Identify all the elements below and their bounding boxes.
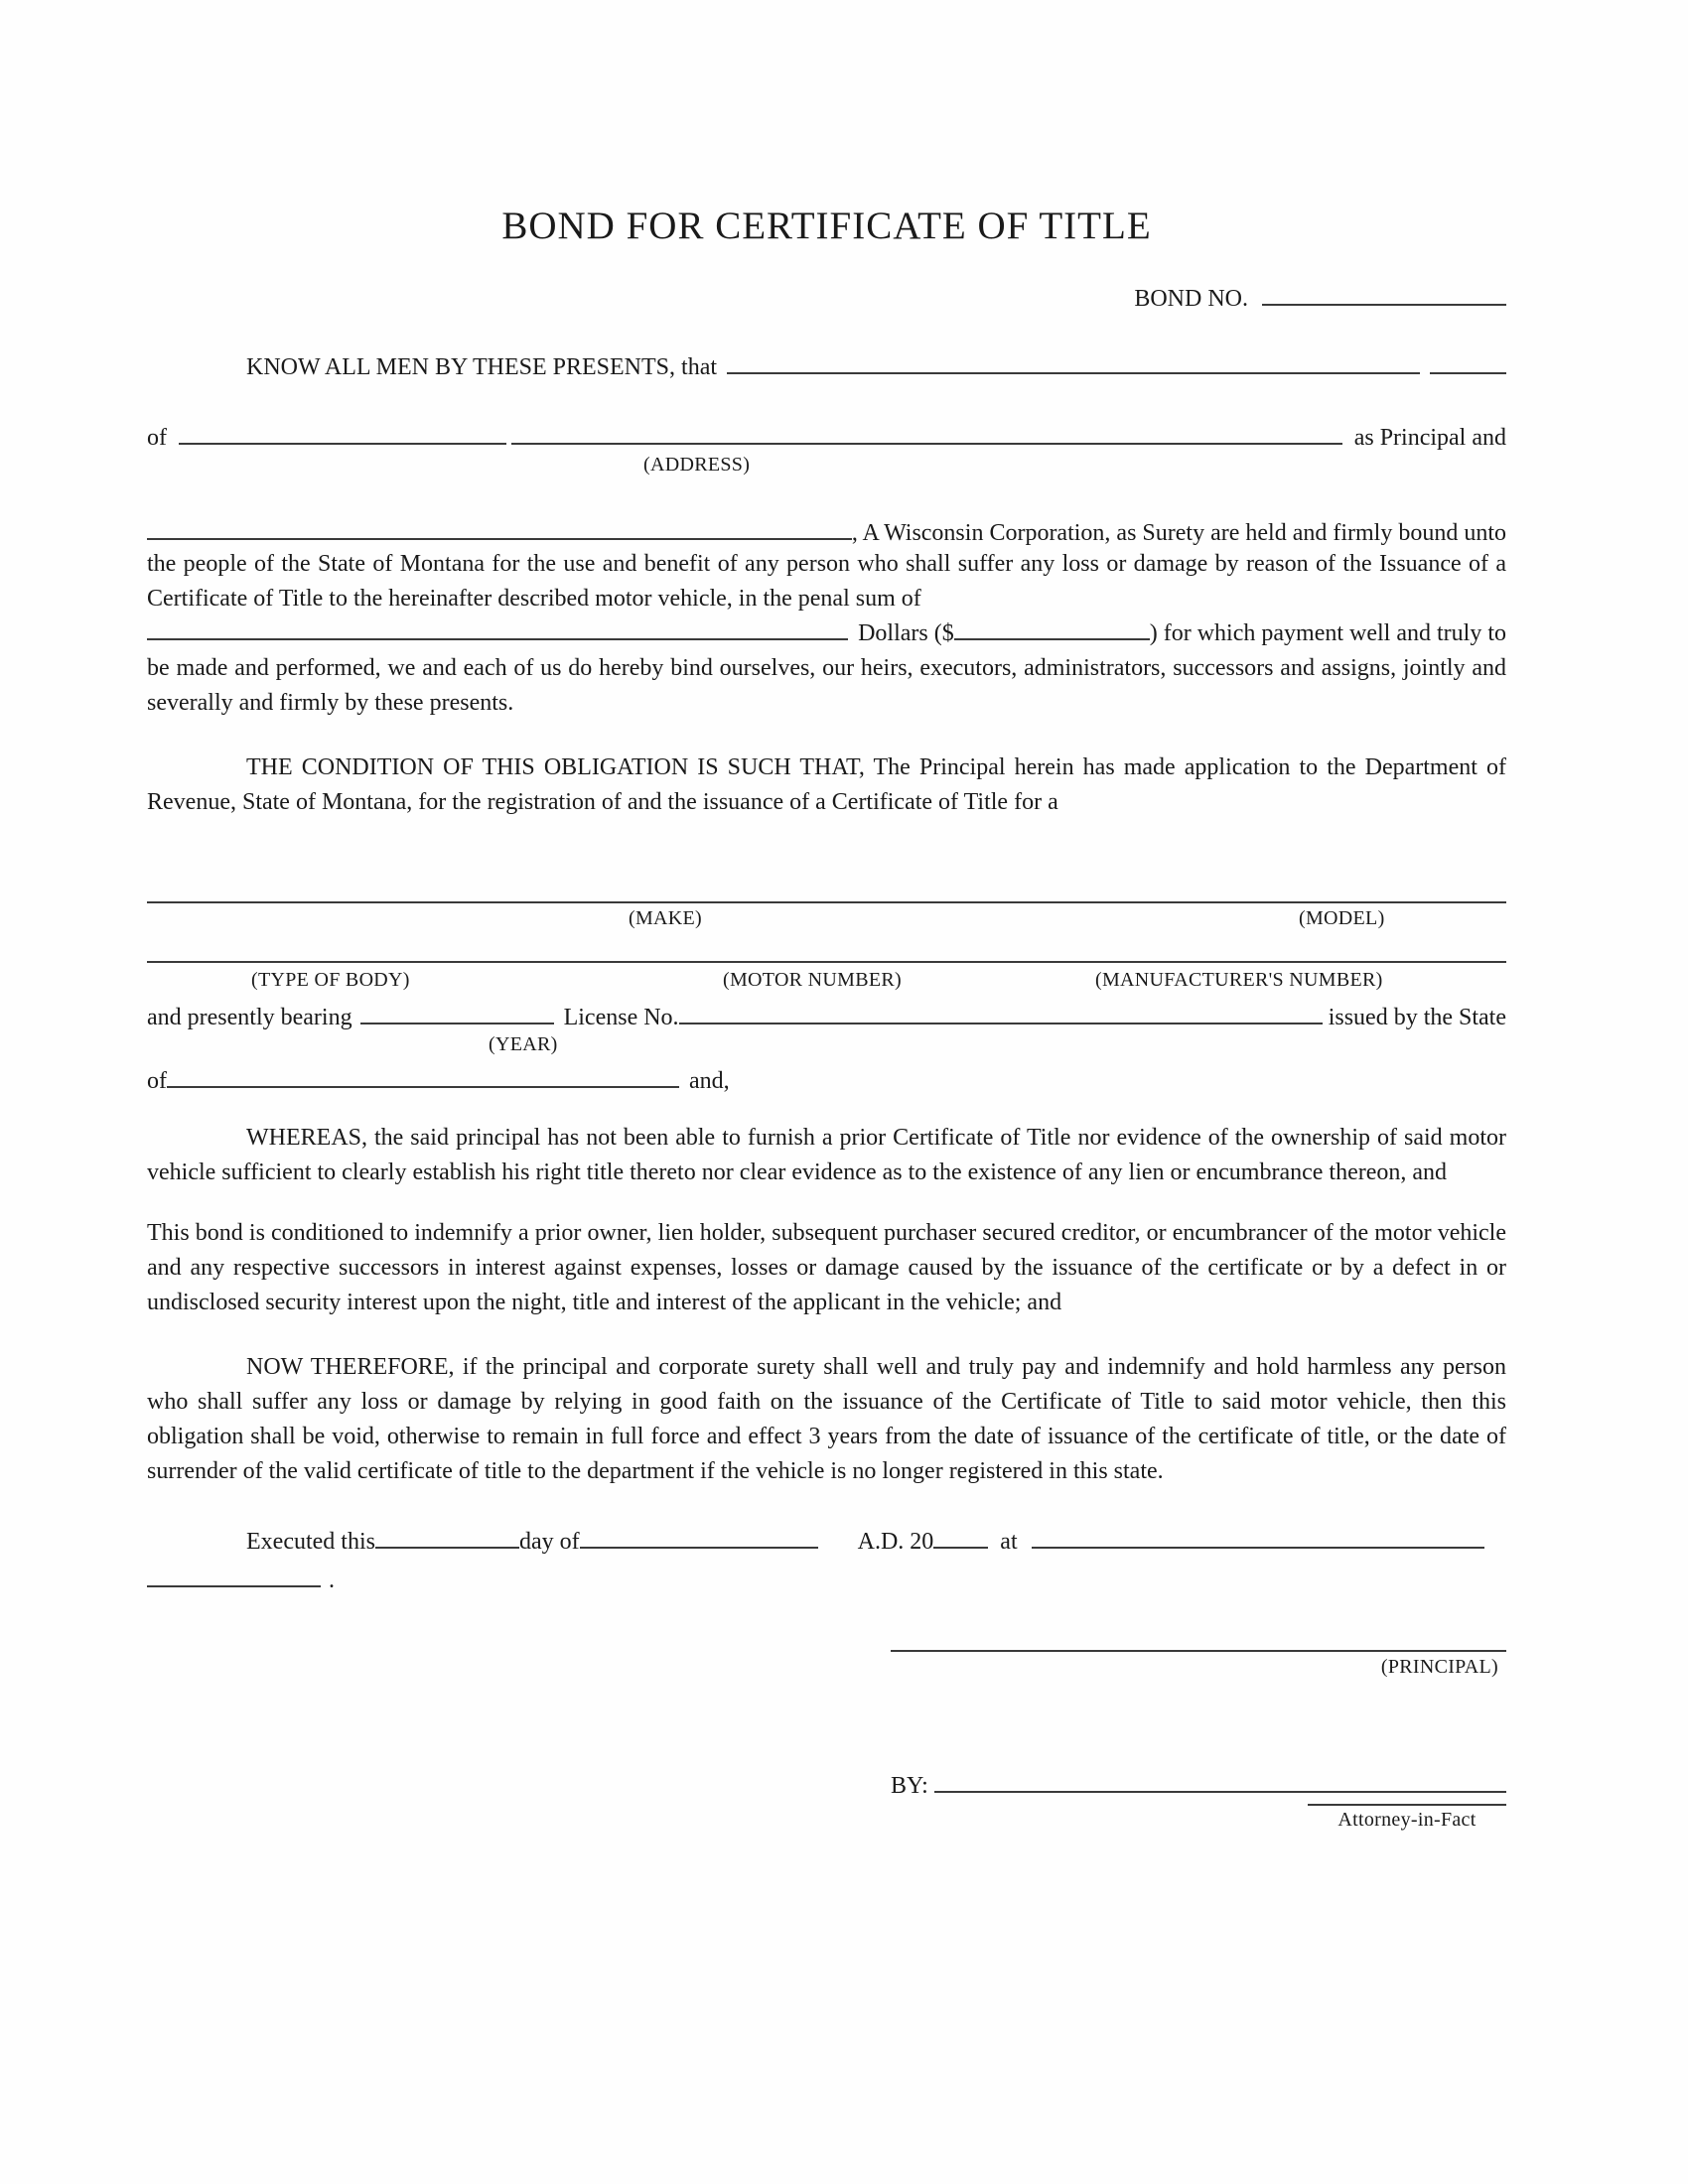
of-label-2: of — [147, 1068, 167, 1094]
issued-by-text: issued by the State — [1328, 1005, 1506, 1030]
period-text: . — [329, 1568, 335, 1593]
presently-bearing-text: and presently bearing — [147, 1005, 352, 1030]
place-blank — [1032, 1537, 1484, 1549]
executed-continuation-row — [147, 1568, 1506, 1594]
type-of-body-caption: (TYPE OF BODY) — [251, 969, 410, 991]
principal-name-blank — [727, 362, 1420, 374]
license-number-blank — [679, 1013, 1323, 1024]
bond-no-blank — [1262, 294, 1506, 306]
penal-sum-row — [147, 616, 1506, 651]
year-2-blank — [933, 1537, 988, 1549]
address-blank-1 — [179, 433, 506, 445]
year-blank — [360, 1013, 554, 1024]
document-title: BOND FOR CERTIFICATE OF TITLE — [501, 205, 1152, 247]
body-motor-line — [147, 961, 1506, 963]
state-row — [147, 1068, 1506, 1095]
attorney-caption-row — [891, 1804, 1506, 1833]
surety-body-1: the people of the State of Montana for the use and benefit of any person who shall suffer any loss or damage by reason of the Issuance of a Certificate of Title to the hereinafter described motor vehicle, in the penal sum of — [147, 551, 1506, 612]
condition-paragraph: THE CONDITION OF THIS OBLIGATION IS SUCH THAT, The Principal herein has made application to the Department of Revenue, State of Montana, for the registration of and the issuance of a Certificate of Title for a — [147, 754, 1506, 815]
penal-sum-blank — [147, 628, 848, 640]
state-blank — [167, 1076, 679, 1088]
body-motor-captions — [147, 969, 1506, 997]
place-blank-2 — [147, 1575, 321, 1587]
and-text: and, — [689, 1068, 730, 1094]
make-model-line — [147, 901, 1506, 903]
by-label: BY: — [891, 1773, 928, 1799]
principal-caption: (PRINCIPAL) — [1380, 1656, 1498, 1678]
as-principal-text: as Principal and — [1353, 425, 1506, 451]
now-therefore-paragraph: NOW THEREFORE, if the principal and corporate surety shall well and truly pay and indemnify and hold harmless any person who shall suffer any loss or damage by relying in good faith on the issuance of the Certificate of Title to said motor vehicle, then this obligation shall be void, otherwise to remain in full force and effect 3 years from the date of issuance of the certificate of title, or the date of surrender of the valid certificate of title to the department if the vehicle is no longer registered in this state. — [147, 1354, 1506, 1484]
motor-number-caption: (MOTOR NUMBER) — [723, 969, 902, 991]
principal-name-blank-2 — [1430, 362, 1506, 374]
of-label: of — [147, 425, 167, 451]
surety-name-blank — [147, 528, 852, 540]
signature-block — [891, 1650, 1506, 1833]
know-all-text: KNOW ALL MEN BY THESE PRESENTS, that — [246, 354, 718, 380]
amount-blank — [954, 628, 1150, 640]
make-model-captions — [147, 907, 1506, 937]
year-caption: (YEAR) — [489, 1033, 558, 1055]
surety-name-row — [147, 520, 1506, 547]
address-caption: (ADDRESS) — [643, 454, 751, 476]
whereas-paragraph: WHEREAS, the said principal has not been able to furnish a prior Certificate of Title nor evidence of the ownership of said motor vehicle sufficient to clearly establish his right title thereto nor clear evidence as to the existence of any lien or encumbrance thereon, and — [147, 1125, 1506, 1185]
attorney-signature-blank — [934, 1781, 1506, 1793]
day-of-text: day of — [518, 1529, 580, 1555]
dollars-label: Dollars ($ — [858, 620, 954, 646]
after-amount-text: ) for which payment well and truly to — [1149, 620, 1506, 646]
license-no-label: License No. — [563, 1005, 679, 1030]
know-all-row — [147, 354, 1506, 381]
license-row — [147, 1005, 1506, 1031]
bond-no-label: BOND NO. — [1134, 286, 1248, 312]
month-blank — [580, 1537, 818, 1549]
surety-text: , A Wisconsin Corporation, as Surety are held and firmly bound unto — [851, 520, 1506, 546]
executed-row — [147, 1529, 1506, 1556]
executed-this-text: Executed this — [246, 1529, 375, 1555]
surety-body-2: be made and performed, we and each of us do hereby bind ourselves, our heirs, executors, administrators, successors and assigns, jointly and severally and firmly by these presents. — [147, 655, 1506, 716]
conditioned-paragraph: This bond is conditioned to indemnify a prior owner, lien holder, subsequent purchaser secured creditor, or encumbrancer of the motor vehicle and any respective successors in interest against expenses, losses or damage caused by the issuance of the certificate or by a defect in or undisclosed security interest upon the night, title and interest of the applicant in the vehicle; and — [147, 1220, 1506, 1315]
address-blank-2 — [511, 433, 1342, 445]
principal-signature-line — [891, 1650, 1506, 1652]
at-text: at — [1000, 1529, 1018, 1555]
attorney-caption: Attorney-in-Fact — [1308, 1804, 1506, 1832]
bond-no-row — [147, 286, 1506, 313]
by-row — [891, 1773, 1506, 1800]
manufacturers-number-caption: (MANUFACTURER'S NUMBER) — [1095, 969, 1383, 991]
address-row — [147, 425, 1506, 452]
day-blank — [375, 1537, 519, 1549]
ad-text: A.D. 20 — [857, 1529, 934, 1555]
model-caption: (MODEL) — [1299, 907, 1385, 929]
make-caption: (MAKE) — [629, 907, 703, 929]
